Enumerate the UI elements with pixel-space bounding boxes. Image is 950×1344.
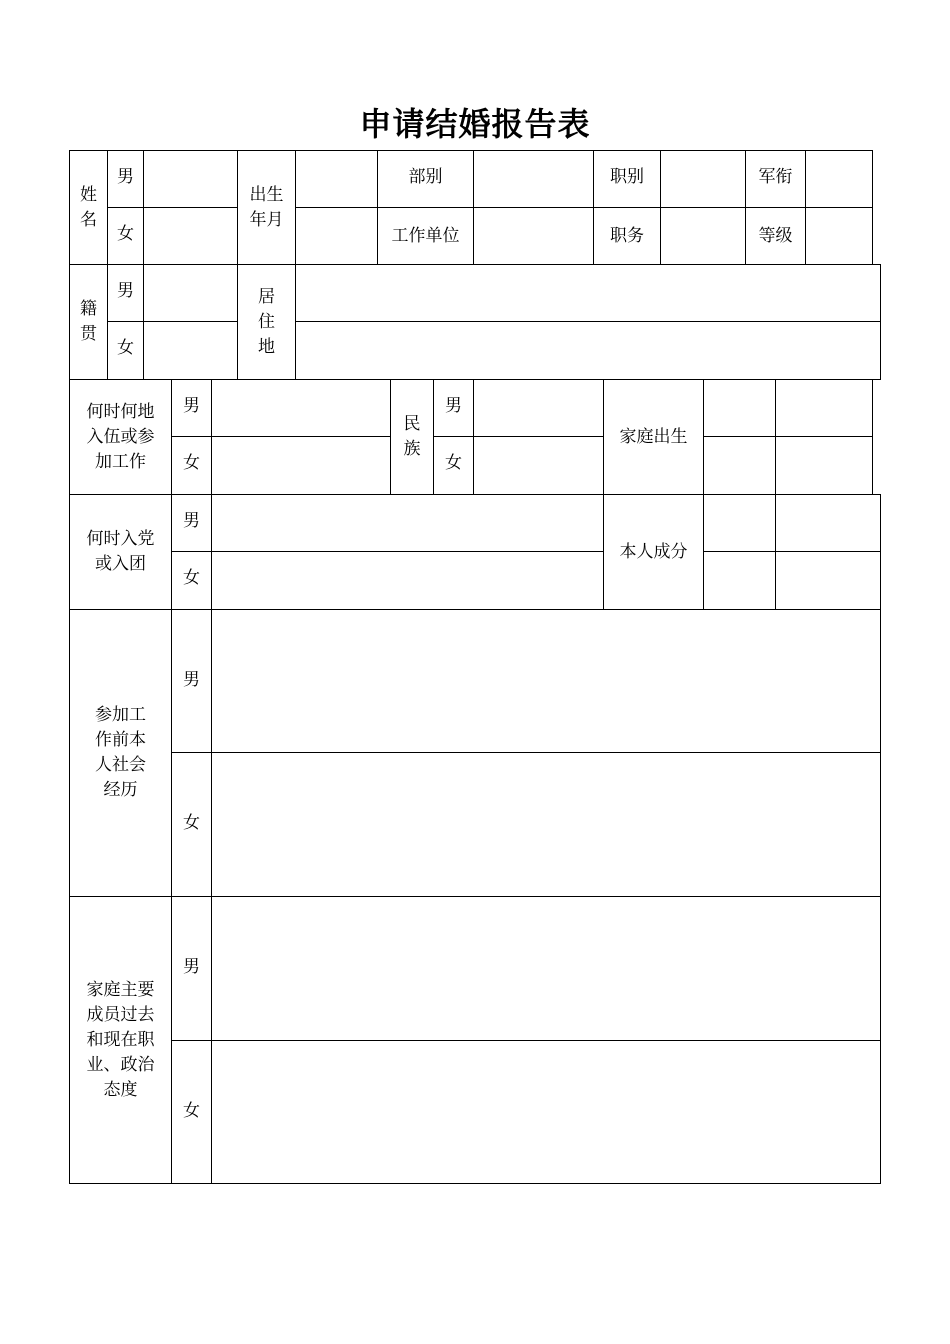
male-personal-status-extra-field[interactable] [775,494,881,552]
male-label: 男 [107,150,144,208]
female-personal-status-field[interactable] [703,551,776,610]
female-ethnicity-field[interactable] [473,436,604,495]
grade-label: 等级 [745,207,806,265]
work-unit-label: 工作单位 [377,207,474,265]
male-label: 男 [107,264,144,322]
department-label: 部别 [377,150,474,208]
male-label: 男 [433,379,474,437]
female-label: 女 [171,752,212,897]
rank-label: 军衔 [745,150,806,208]
page-title: 申请结婚报告表 [359,105,591,143]
position-label: 职别 [593,150,661,208]
personal-status-label: 本人成分 [603,494,704,610]
male-ethnicity-field[interactable] [473,379,604,437]
native-place-label: 籍贯 [69,264,108,380]
work-unit-field[interactable] [473,207,594,265]
female-name-field[interactable] [143,207,238,265]
male-party-field[interactable] [211,494,604,552]
female-label: 女 [171,1040,212,1184]
ethnicity-label: 民族 [390,379,434,495]
male-label: 男 [171,896,212,1041]
grade-field[interactable] [805,207,873,265]
male-family-members-field[interactable] [211,896,881,1041]
male-name-field[interactable] [143,150,238,208]
family-origin-label: 家庭出生 [603,379,704,495]
female-label: 女 [107,321,144,380]
male-label: 男 [171,494,212,552]
male-personal-status-field[interactable] [703,494,776,552]
male-social-history-field[interactable] [211,609,881,753]
rank-field[interactable] [805,150,873,208]
female-label: 女 [171,436,212,495]
male-residence-field[interactable] [295,264,881,322]
female-personal-status-extra-field[interactable] [775,551,881,610]
female-party-field[interactable] [211,551,604,610]
male-native-place-field[interactable] [143,264,238,322]
party-label: 何时入党或入团 [69,494,172,610]
male-label: 男 [171,379,212,437]
male-birth-field[interactable] [295,150,378,208]
residence-label: 居住地 [237,264,296,380]
position-field[interactable] [660,150,746,208]
male-enlist-field[interactable] [211,379,391,437]
female-social-history-field[interactable] [211,752,881,897]
family-members-label: 家庭主要成员过去和现在职业、政治态度 [69,896,172,1184]
female-label: 女 [171,551,212,610]
social-history-label: 参加工作前本人社会经历 [69,609,172,897]
female-residence-field[interactable] [295,321,881,380]
female-family-origin-field[interactable] [703,436,776,495]
female-native-place-field[interactable] [143,321,238,380]
female-family-members-field[interactable] [211,1040,881,1184]
department-field[interactable] [473,150,594,208]
female-birth-field[interactable] [295,207,378,265]
male-label: 男 [171,609,212,753]
duty-field[interactable] [660,207,746,265]
female-family-origin-extra-field[interactable] [775,436,873,495]
female-label: 女 [433,436,474,495]
female-label: 女 [107,207,144,265]
duty-label: 职务 [593,207,661,265]
name-label: 姓名 [69,150,108,265]
birth-label: 出生年月 [237,150,296,265]
enlist-label: 何时何地入伍或参加工作 [69,379,172,495]
male-family-origin-extra-field[interactable] [775,379,873,437]
female-enlist-field[interactable] [211,436,391,495]
male-family-origin-field[interactable] [703,379,776,437]
